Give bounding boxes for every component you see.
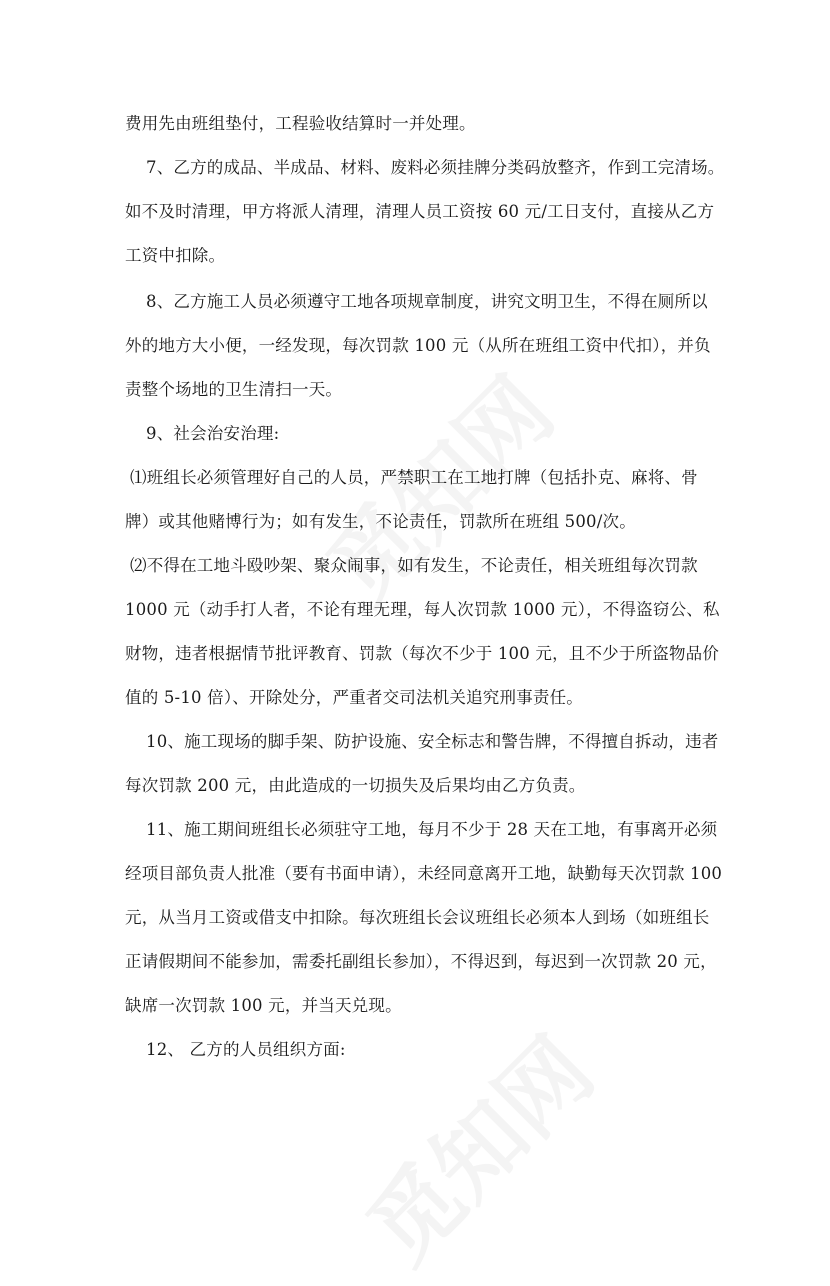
text-line-12: 1000 元（动手打人者，不论有理无理，每人次罚款 1000 元），不得盗窃公、私 bbox=[125, 600, 720, 619]
text-line-10: 牌）或其他赌博行为；如有发生，不论责任，罚款所在班组 500/次。 bbox=[125, 512, 636, 531]
text-line-8: 9、社会治安治理: bbox=[146, 424, 280, 443]
text-line-16: 每次罚款 200 元，由此造成的一切损失及后果均由乙方负责。 bbox=[125, 776, 586, 795]
text-line-2: 7、乙方的成品、半成品、材料、废料必须挂牌分类码放整齐，作到工完清场。 bbox=[146, 158, 725, 177]
text-line-3: 如不及时清理，甲方将派人清理，清理人员工资按 60 元/工日支付，直接从乙方 bbox=[125, 202, 715, 221]
text-line-21: 缺席一次罚款 100 元，并当天兑现。 bbox=[125, 996, 402, 1015]
text-line-19: 元，从当月工资或借支中扣除。每次班组长会议班组长必须本人到场（如班组长 bbox=[125, 908, 710, 927]
text-line-1: 费用先由班组垫付，工程验收结算时一并处理。 bbox=[125, 114, 476, 133]
text-line-7: 责整个场地的卫生清扫一天。 bbox=[125, 380, 343, 399]
text-line-17: 11、施工期间班组长必须驻守工地，每月不少于 28 天在工地，有事离开必须 bbox=[146, 820, 718, 839]
text-line-22: 12、 乙方的人员组织方面: bbox=[146, 1040, 346, 1059]
text-line-20: 正请假期间不能参加，需委托副组长参加），不得迟到，每迟到一次罚款 20 元， bbox=[125, 952, 717, 971]
text-line-9: ⑴班组长必须管理好自己的人员，严禁职工在工地打牌（包括扑克、麻将、骨 bbox=[130, 468, 698, 487]
text-line-15: 10、施工现场的脚手架、防护设施、安全标志和警告牌，不得擅自拆动，违者 bbox=[146, 732, 719, 751]
text-line-11: ⑵不得在工地斗殴吵架、聚众闹事，如有发生，不论责任，相关班组每次罚款 bbox=[130, 556, 698, 575]
text-line-4: 工资中扣除。 bbox=[125, 246, 226, 265]
text-line-14: 值的 5-10 倍）、开除处分，严重者交司法机关追究刑事责任。 bbox=[125, 688, 584, 707]
text-line-6: 外的地方大小便，一经发现，每次罚款 100 元（从所在班组工资中代扣），并负 bbox=[125, 336, 711, 355]
text-line-18: 经项目部负责人批准（要有书面申请），未经同意离开工地，缺勤每天次罚款 100 bbox=[125, 864, 723, 883]
text-line-13: 财物，违者根据情节批评教育、罚款（每次不少于 100 元，且不少于所盗物品价 bbox=[125, 644, 720, 663]
text-line-5: 8、乙方施工人员必须遵守工地各项规章制度，讲究文明卫生，不得在厕所以 bbox=[146, 292, 708, 311]
